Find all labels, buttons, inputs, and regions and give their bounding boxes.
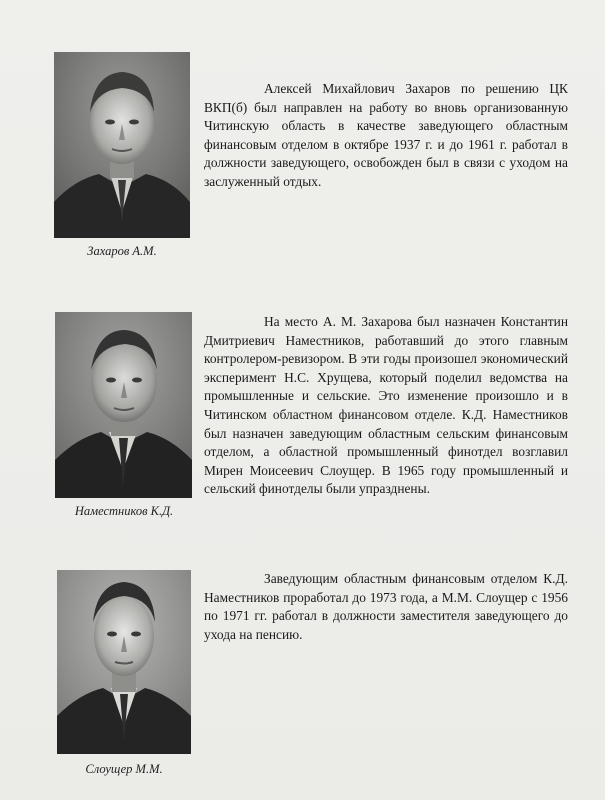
caption-namestnikov: Наместников К.Д. xyxy=(74,504,174,518)
portrait-zakharov xyxy=(54,52,190,238)
portrait-namestnikov xyxy=(55,312,192,498)
caption-slouscher: Слоущер М.М. xyxy=(85,762,163,776)
caption-zakharov: Захаров А.М. xyxy=(87,244,157,258)
paragraph-zakharov xyxy=(204,80,568,192)
paragraph-3-text: Заведующим областным финансовым отделом К.Д. Наместников проработал до 1973 года, а М.М. Слоущер с 1956 по 1971 гг. работал в должности заместителя заведующего до ухода на пенсию. xyxy=(204,571,568,642)
paragraph-namestnikov xyxy=(204,313,568,499)
portrait-slouscher xyxy=(57,570,191,754)
paragraph-slouscher xyxy=(204,570,568,644)
paragraph-1-text: Алексей Михайлович Захаров по решению ЦК ВКП(б) был направлен на работу во вновь организованную Читинскую область в качестве заведующего областным финансовым отделом в октябре 1937 г. и до 1961 г. работал в должности заведующего, освобожден был в связи с уходом на заслуженный отдых. xyxy=(204,81,568,189)
paragraph-2-text: На место А. М. Захарова был назначен Константин Дмитриевич Наместников, работавший до этого главным контролером-ревизором. В эти годы произошел экономический эксперимент Н.С. Хрущева, который поделил ведомства на промышленные и сельские. Это изменение произошло и в Читинском областном финансовом отделе. К.Д. Наместников был назначен заведующим областным сельским финансовым отделом, а областной промышленный финотдел возглавил Мирен Моисеевич Слоущер. В 1965 году промышленный и сельский финотделы были упразднены. xyxy=(204,314,568,497)
